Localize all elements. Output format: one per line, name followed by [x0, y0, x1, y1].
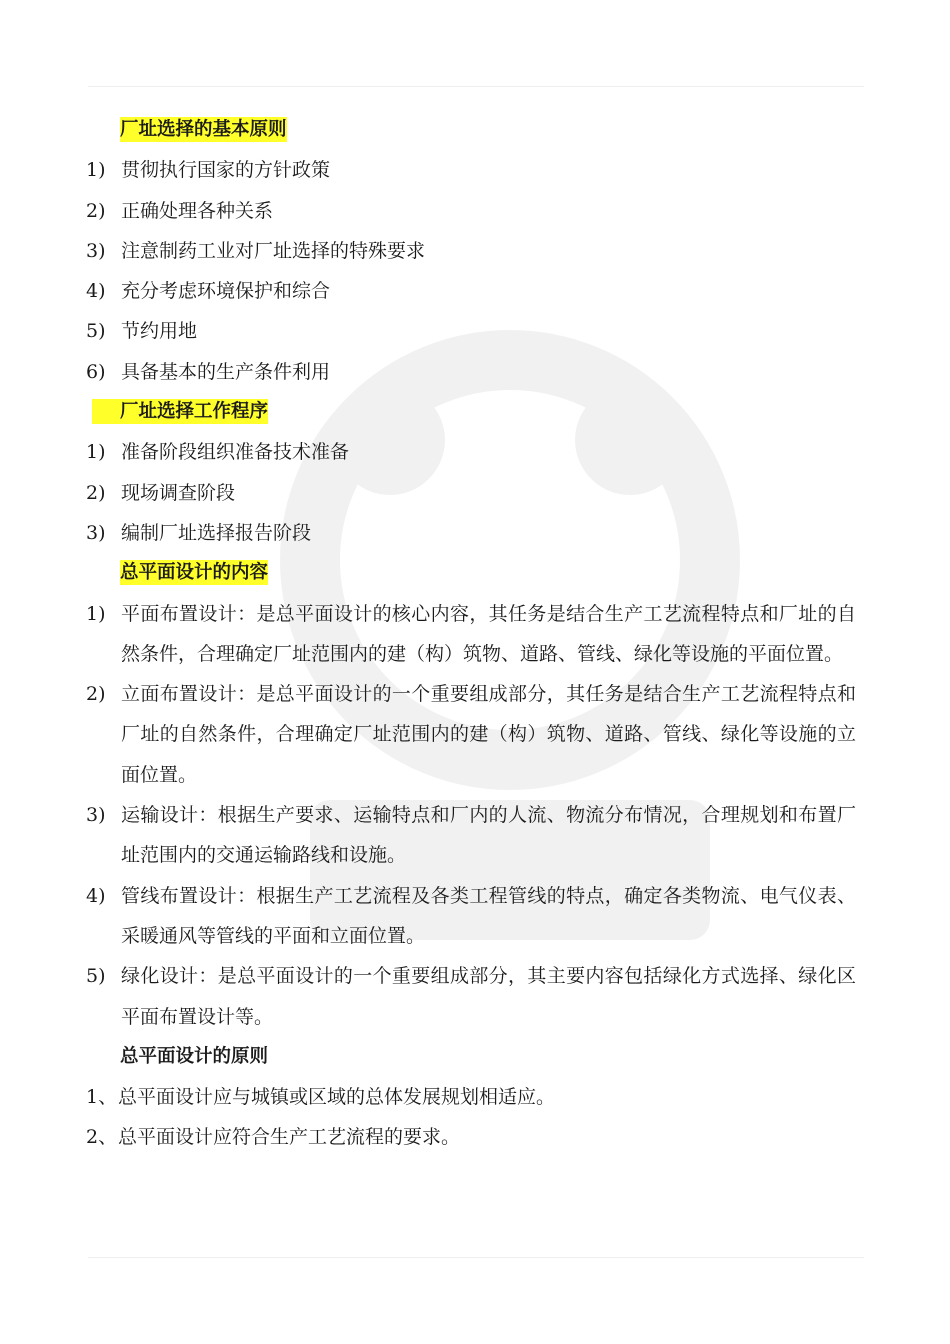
- list-item: 1) 贯彻执行国家的方针政策: [86, 159, 331, 182]
- bottom-divider: [88, 1257, 864, 1258]
- list-item: 2) 现场调查阶段: [86, 481, 236, 504]
- section-heading-layout-principles: 总平面设计的原则: [120, 1045, 269, 1067]
- list-item: 2) 立面布置设计：是总平面设计的一个重要组成部分，其任务是结合生产工艺流程特点和厂址的自然条件，合理确定厂址范围内的建（构）筑物、道路、管线、绿化等设施的立面位置。: [86, 683, 856, 786]
- list-item: 3) 注意制药工业对厂址选择的特殊要求: [86, 239, 426, 262]
- list-item: 3) 编制厂址选择报告阶段: [86, 521, 312, 544]
- list-item: 1) 准备阶段组织准备技术准备: [86, 441, 350, 464]
- document-body: [86, 110, 856, 1158]
- list-item: 2、 总平面设计应符合生产工艺流程的要求。: [86, 1126, 461, 1149]
- section-heading-site-procedure: 厂址选择工作程序: [120, 392, 856, 432]
- section-heading-site-principles: 厂址选择的基本原则: [120, 119, 287, 140]
- list-item: 4) 充分考虑环境保护和综合: [86, 280, 331, 303]
- list-item: 2) 正确处理各种关系: [86, 199, 274, 222]
- list-item: 3) 运输设计：根据生产要求、运输特点和厂内的人流、物流分布情况，合理规划和布置厂址范围内的交通运输路线和设施。: [86, 804, 856, 867]
- list-item: 6) 具备基本的生产条件利用: [86, 360, 331, 383]
- list-item: 1) 平面布置设计：是总平面设计的核心内容，其任务是结合生产工艺流程特点和厂址的自然条件，合理确定厂址范围内的建（构）筑物、道路、管线、绿化等设施的平面位置。: [86, 602, 856, 665]
- section-heading-layout-content: 总平面设计的内容: [120, 562, 269, 584]
- list-item: 1、 总平面设计应与城镇或区域的总体发展规划相适应。: [86, 1086, 556, 1109]
- list-item: 5) 节约用地: [86, 320, 198, 343]
- list-item: 5) 绿化设计：是总平面设计的一个重要组成部分，其主要内容包括绿化方式选择、绿化区平面布置设计等。: [86, 965, 856, 1028]
- list-item: 4) 管线布置设计：根据生产工艺流程及各类工程管线的特点，确定各类物流、电气仪表、采暖通风等管线的平面和立面位置。: [86, 884, 856, 947]
- top-divider: [88, 86, 864, 87]
